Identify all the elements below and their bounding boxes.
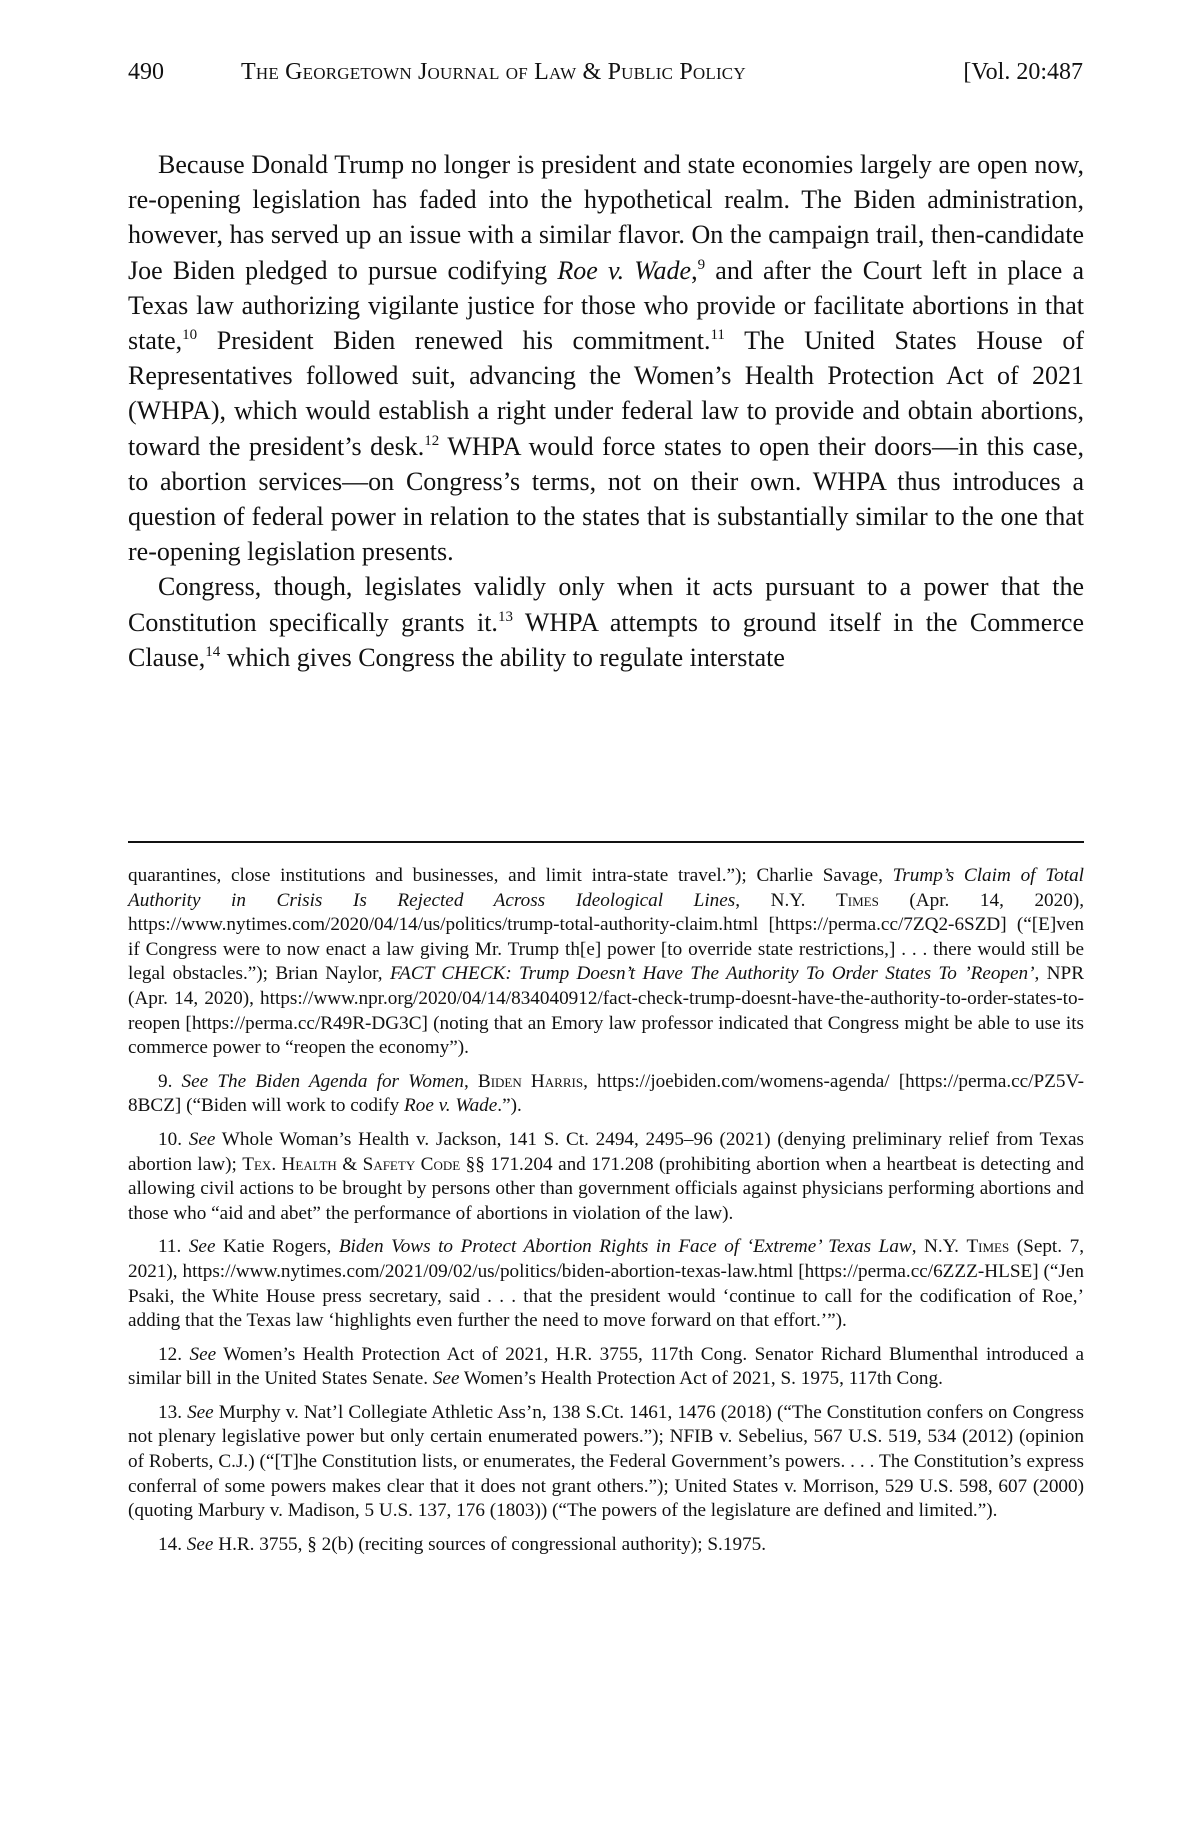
footnotes [128,864,1084,1566]
footnote-11: 11. See Katie Rogers, Biden Vows to Protect Abortion Rights in Face of ‘Extreme’ Texas Law, N.Y. Times (Sept. 7, 2021), https://www.nytimes.com/2021/09/02/us/politics/biden-abortion-texas-law.html [https://perma.cc/6ZZZ-HLSE] (“Jen Psaki, the White House press secretary, said . . . that the president would ‘continue to call for the codification of Roe,’ adding that the Texas law ‘highlights even further the need to move forward on that effort.’”). [128,1236,1084,1332]
footnote-10: 10. See Whole Woman’s Health v. Jackson, 141 S. Ct. 2494, 2495–96 (2021) (denying preliminary relief from Texas abortion law); Tex. Health & Safety Code §§ 171.204 and 171.208 (prohibiting abortion when a heartbeat is detecting and allowing civil actions to be brought by persons other than government officials against physicians performing abortions and those who “aid and abet” the performance of abortions in violation of the law). [128,1128,1085,1224]
footnote-number: 14. [158,1533,182,1555]
footnote-ref-13[interactable]: 13 [497,608,513,625]
footnote-number: 13. [158,1401,182,1423]
case-name: Roe v. Wade [557,255,692,285]
footnote-number: 9. [158,1070,173,1092]
journal-title: The Georgetown Journal of Law & Public Policy [241,59,746,85]
body-paragraph-1: Because Donald Trump no longer is president and state economies largely are open now, re-opening legislation has faded into the hypothetical realm. The Biden administration, however, has served up an issue with a similar flavor. On the campaign trail, then-candidate Joe Biden pledged to pursue codifying Roe v. Wade,$^9$ and after the Court left in place a Texas law authorizing vigilante justice for those who provide or facilitate abortions in that state,$^{10}$ President Biden renewed his commitment.$^{11}$ The United States House of Representatives followed suit, advancing the Women’s Health Protection Act of 2021 (WHPA), which would establish a right under federal law to provide and obtain abortions, toward the president’s desk.$^{12}$ WHPA would force states to open their doors—in this case, to abortion services—on Congress’s terms, not on their own. WHPA thus introduces a question of federal power in relation to the states that is substantially similar to the one that re-opening legislation presents. [128,150,1085,567]
footnote-ref-14[interactable]: 14 [205,643,221,660]
footnote-number: 12. [158,1343,182,1365]
body-paragraph-2: Congress, though, legislates validly only when it acts pursuant to a power that the Constitution specifically grants it.$^{13}$ WHPA attempts to ground itself in the Commerce Clause,$^{14}$ which gives Congress the ability to regulate interstate [128,572,1084,672]
footnote-divider [128,841,1084,843]
footnote-number: 11. [158,1236,182,1258]
footnote-9: 9. See The Biden Agenda for Women, Biden Harris, https://joebiden.com/womens-agenda/ [https://perma.cc/PZ5V-8BCZ] (“Biden will work to codify Roe v. Wade.”). [128,1070,1084,1117]
footnote-13: 13. See Murphy v. Nat’l Collegiate Athletic Ass’n, 138 S.Ct. 1461, 1476 (2018) (“The Constitution confers on Congress not plenary legislative power but only certain enumerated powers.”); NFIB v. Sebelius, 567 U.S. 519, 534 (2012) (opinion of Roberts, C.J.) (“[T]he Constitution lists, or enumerates, the Federal Government’s powers. . . . The Constitution’s express conferral of some powers makes clear that it does not grant others.”); United States v. Morrison, 529 U.S. 598, 607 (2000) (quoting Marbury v. Madison, 5 U.S. 137, 176 (1803)) (“The powers of the legislature are defined and limited.”). [128,1401,1084,1522]
footnote-ref-10[interactable]: 10 [182,327,198,344]
footnote-ref-9[interactable]: 9 [697,256,706,273]
footnote-12: 12. See Women’s Health Protection Act of 2021, H.R. 3755, 117th Cong. Senator Richard Blumenthal introduced a similar bill in the United States Senate. See Women’s Health Protection Act of 2021, S. 1975, 117th Cong. [128,1343,1085,1390]
footnote-number: 10. [158,1128,182,1150]
volume-citation: [Vol. 20:487 [963,59,1083,85]
footnote-ref-11[interactable]: 11 [710,327,725,344]
footnote-14: 14. See H.R. 3755, § 2(b) (reciting sources of congressional authority); S.1975. [158,1533,767,1555]
footnote-ref-12[interactable]: 12 [424,432,440,449]
running-head [128,54,1083,90]
page-number: 490 [128,59,164,85]
main-text [128,147,1084,675]
footnote-8-continued: quarantines, close institutions and businesses, and limit intra-state travel.”); Charlie Savage, Trump’s Claim of Total Authority in Crisis Is Rejected Across Ideological Lines, N.Y. Times (Apr. 14, 2020), https://www.nytimes.com/2020/04/14/us/politics/trump-total-authority-claim.html [https://perma.cc/7ZQ2-6SZD] (“[E]ven if Congress were to now enact a law giving Mr. Trump th[e] power [to override state restrictions,] . . . there would still be legal obstacles.”); Brian Naylor, FACT CHECK: Trump Doesn’t Have The Authority To Order States To ’Reopen’, NPR (Apr. 14, 2020), https://www.npr.org/2020/04/14/834040912/fact-check-trump-doesnt-have-the-authority-to-order-states-to-reopen [https://perma.cc/R49R-DG3C] (noting that an Emory law professor indicated that Congress might be able to use its commerce power to “reopen the economy”). [128,865,1085,1059]
